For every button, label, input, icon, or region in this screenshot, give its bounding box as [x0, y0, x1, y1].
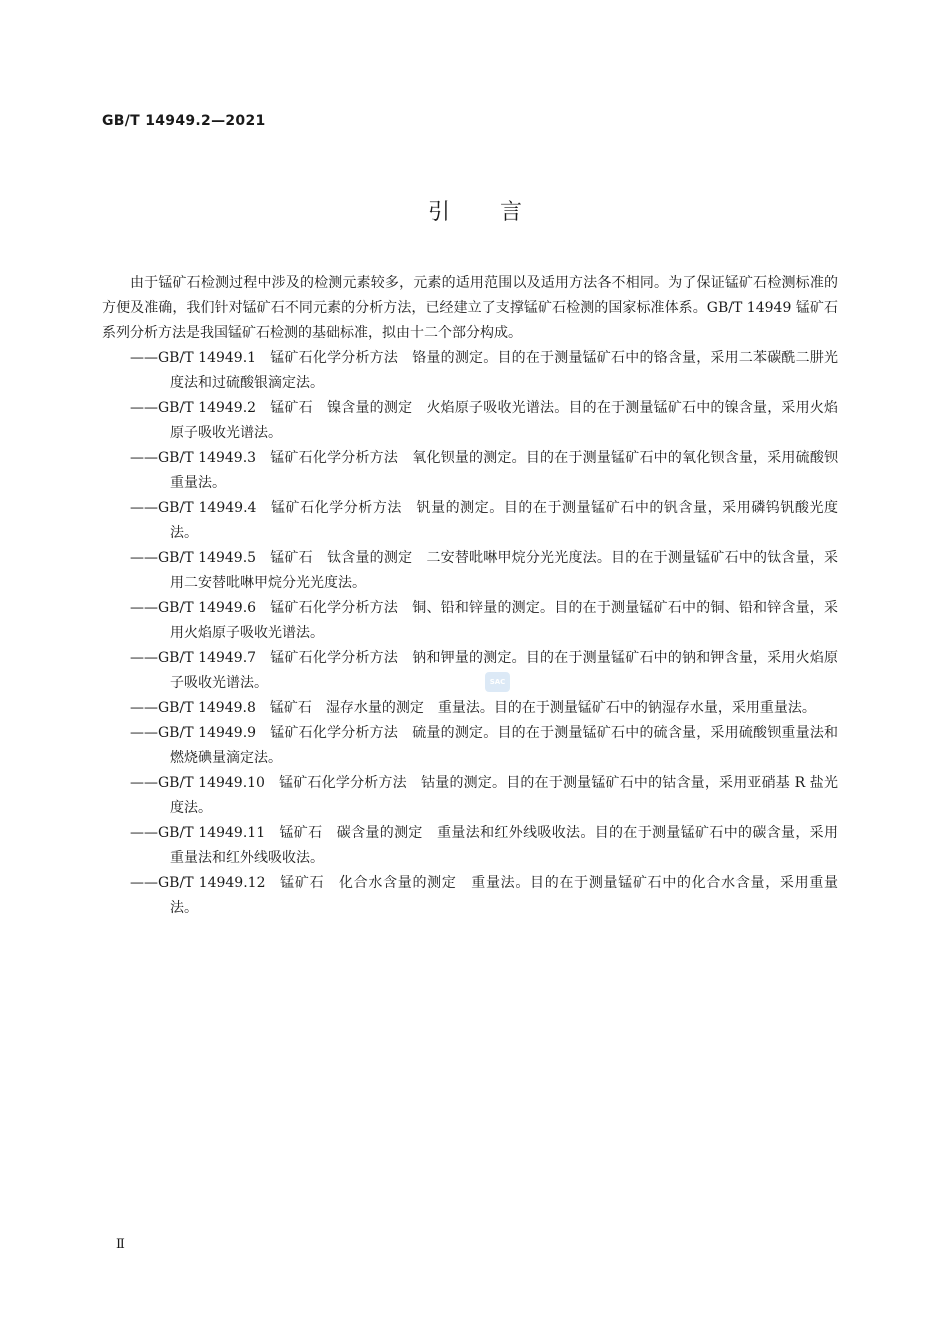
part-code: ——GB/T 14949.8	[130, 700, 256, 716]
part-code: ——GB/T 14949.1	[130, 350, 257, 366]
part-purpose: 。目的在于测量锰矿石中的钛含量，采用二安替吡啉甲烷分光光度法。	[170, 550, 839, 591]
part-series: 锰矿石	[270, 550, 313, 566]
part-series: 锰矿石	[279, 825, 323, 841]
part-series: 锰矿石化学分析方法	[270, 500, 402, 516]
part-subject: 钛含量的测定 二安替吡啉甲烷分光光度法	[326, 550, 597, 566]
part-purpose: 。目的在于测量锰矿石中的钠和钾含量，采用火焰原子吸收光谱法。	[170, 650, 839, 691]
list-item	[102, 721, 838, 771]
part-subject: 钒量的测定	[415, 500, 490, 516]
part-code: ——GB/T 14949.12	[130, 875, 266, 891]
part-series: 锰矿石化学分析方法	[270, 725, 399, 741]
list-item	[102, 496, 838, 546]
part-code: ——GB/T 14949.2	[130, 400, 257, 416]
part-code: ——GB/T 14949.5	[130, 550, 257, 566]
part-subject: 镍含量的测定 火焰原子吸收光谱法	[326, 400, 555, 416]
part-code: ——GB/T 14949.6	[130, 600, 257, 616]
part-subject: 铜、铅和锌量的测定	[412, 600, 541, 616]
part-series: 锰矿石	[279, 875, 325, 891]
part-series: 锰矿石化学分析方法	[270, 650, 399, 666]
part-subject: 钴量的测定	[420, 775, 493, 791]
part-code: ——GB/T 14949.4	[130, 500, 257, 516]
list-item	[102, 546, 838, 596]
list-item	[102, 446, 838, 496]
page-title: 引言	[427, 200, 572, 225]
part-code: ——GB/T 14949.10	[130, 775, 265, 791]
list-item	[102, 871, 838, 921]
list-item	[102, 346, 838, 396]
part-subject: 铬量的测定	[412, 350, 484, 366]
part-subject: 湿存水量的测定 重量法	[325, 700, 480, 716]
list-item	[102, 821, 838, 871]
part-purpose: 。目的在于测量锰矿石中的钒含量，采用磷钨钒酸光度法。	[170, 500, 839, 541]
part-purpose: 。目的在于测量锰矿石中的钴含量，采用亚硝基 R 盐光度法。	[170, 775, 839, 816]
part-purpose: 。目的在于测量锰矿石中的镍含量，采用火焰原子吸收光谱法。	[170, 400, 839, 441]
part-code: ——GB/T 14949.9	[130, 725, 257, 741]
part-purpose: 。目的在于测量锰矿石中的氧化钡含量，采用硫酸钡重量法。	[170, 450, 839, 491]
part-subject: 氧化钡量的测定	[412, 450, 512, 466]
part-series: 锰矿石化学分析方法	[270, 350, 399, 366]
part-series: 锰矿石化学分析方法	[278, 775, 407, 791]
part-series: 锰矿石化学分析方法	[270, 450, 399, 466]
list-item	[102, 396, 838, 446]
part-series: 锰矿石化学分析方法	[270, 600, 399, 616]
list-item	[102, 771, 838, 821]
document-body	[102, 271, 838, 921]
standard-code: GB/T 14949.2—2021	[102, 113, 266, 129]
sac-watermark: SAC	[485, 672, 510, 692]
part-code: ——GB/T 14949.3	[130, 450, 257, 466]
part-purpose: 。目的在于测量锰矿石中的碳含量，采用重量法和红外线吸收法。	[170, 825, 839, 866]
part-purpose: 。目的在于测量锰矿石中的化合水含量，采用重量法。	[170, 875, 839, 916]
part-code: ——GB/T 14949.11	[130, 825, 266, 841]
part-subject: 化合水含量的测定 重量法	[338, 875, 516, 891]
part-code: ——GB/T 14949.7	[130, 650, 257, 666]
part-subject: 碳含量的测定 重量法和红外线吸收法	[336, 825, 581, 841]
part-purpose: 。目的在于测量锰矿石中的钠湿存水量，采用重量法。	[479, 700, 816, 716]
list-item	[102, 696, 838, 721]
intro-paragraph: 由于锰矿石检测过程中涉及的检测元素较多，元素的适用范围以及适用方法各不相同。为了保证锰矿石检测标准的方便及准确，我们针对锰矿石不同元素的分析方法，已经建立了支撑锰矿石检测的国家标准体系。GB/T 14949 锰矿石系列分析方法是我国锰矿石检测的基础标准，拟由十二个部分构成。	[102, 275, 838, 341]
part-series: 锰矿石	[270, 400, 313, 416]
part-purpose: 。目的在于测量锰矿石中的铬含量，采用二苯碳酰二肼光度法和过硫酸银滴定法。	[170, 350, 839, 391]
part-series: 锰矿石	[269, 700, 312, 716]
parts-list	[102, 346, 838, 921]
page-number: Ⅱ	[116, 1237, 125, 1252]
part-purpose: 。目的在于测量锰矿石中的铜、铅和锌含量，采用火焰原子吸收光谱法。	[170, 600, 839, 641]
part-subject: 钠和钾量的测定	[412, 650, 512, 666]
part-subject: 硫量的测定	[412, 725, 484, 741]
part-purpose: 。目的在于测量锰矿石中的硫含量，采用硫酸钡重量法和燃烧碘量滴定法。	[170, 725, 839, 766]
list-item	[102, 646, 838, 696]
list-item	[102, 596, 838, 646]
